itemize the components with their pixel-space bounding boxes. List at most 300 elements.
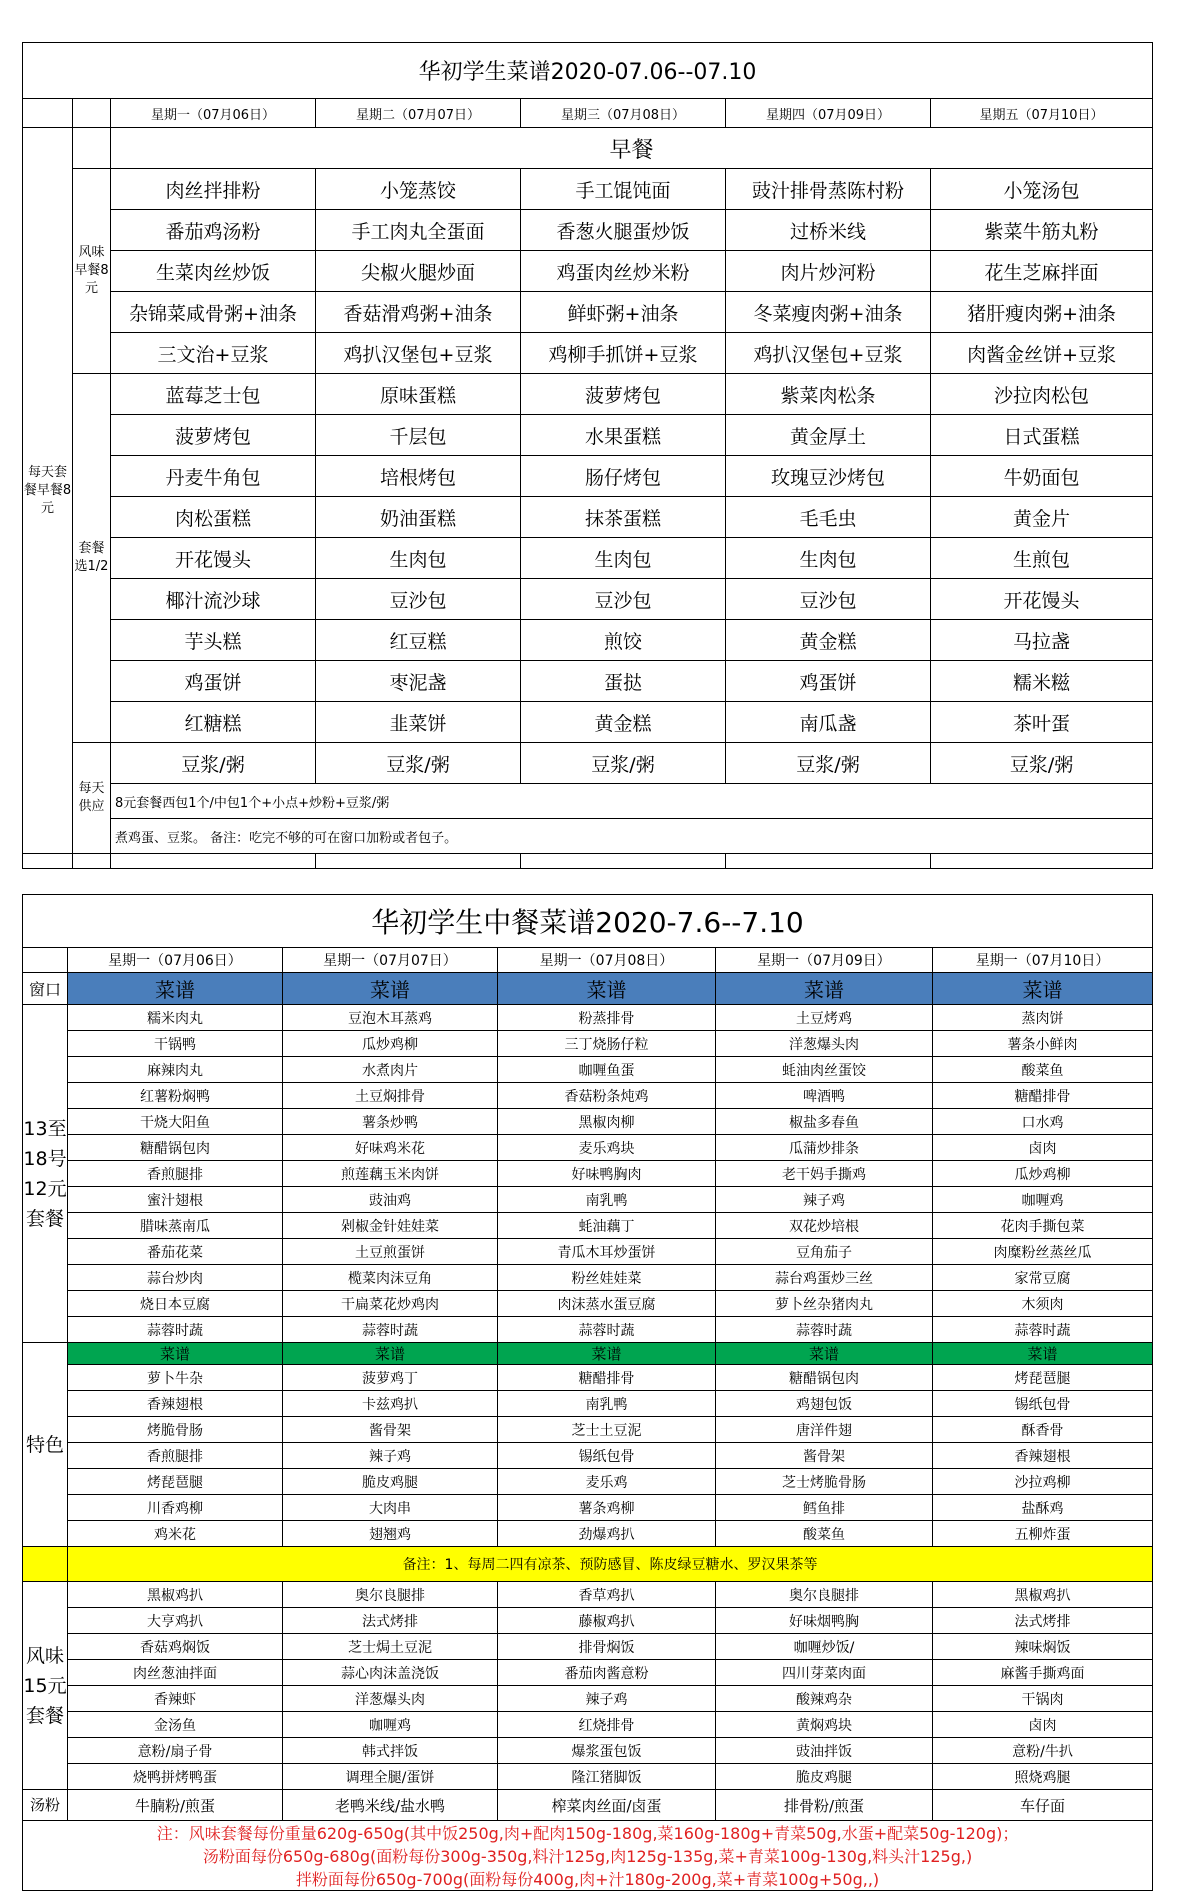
menu-item: 水果蛋糕	[521, 415, 726, 456]
blank-cell	[931, 854, 1153, 869]
menu-item: 翅翘鸡	[283, 1521, 498, 1547]
table-row	[23, 456, 1153, 497]
menu-item: 水煮肉片	[283, 1057, 498, 1083]
table-row	[23, 1608, 1153, 1634]
note-row	[23, 819, 1153, 854]
menu-item: 黑椒鸡扒	[68, 1582, 283, 1608]
menu-item: 麻酱手撕鸡面	[933, 1660, 1153, 1686]
menu-item: 蒜蓉时蔬	[498, 1317, 716, 1343]
blank-cell	[316, 854, 521, 869]
blank-cell	[23, 854, 73, 869]
blank-cell	[521, 854, 726, 869]
table-row	[23, 1521, 1153, 1547]
menu-item: 土豆焖排骨	[283, 1083, 498, 1109]
blank-cell	[73, 128, 111, 169]
remark-note: 煮鸡蛋、豆浆。 备注：吃完不够的可在窗口加粉或者包子。	[111, 819, 1153, 854]
menu-item: 香煎腿排	[68, 1161, 283, 1187]
menu-item: 生肉包	[316, 538, 521, 579]
menu-item: 香菇滑鸡粥+油条	[316, 292, 521, 333]
menu-item: 萝卜丝杂猪肉丸	[716, 1291, 933, 1317]
menu-item: 口水鸡	[933, 1109, 1153, 1135]
menu-item: 黄焖鸡块	[716, 1712, 933, 1738]
window-label: 窗口	[23, 973, 68, 1005]
soup-label: 汤粉	[23, 1790, 68, 1821]
menu-item: 马拉盏	[931, 620, 1153, 661]
table-row	[23, 333, 1153, 374]
menu-item: 沙拉肉松包	[931, 374, 1153, 415]
blank-cell	[111, 854, 316, 869]
menu-item: 洋葱爆头肉	[716, 1031, 933, 1057]
menu-item: 鸡翅包饭	[716, 1391, 933, 1417]
table-row	[23, 292, 1153, 333]
menu-item: 瓜炒鸡柳	[933, 1161, 1153, 1187]
menu-item: 麦乐鸡块	[498, 1135, 716, 1161]
table-row	[23, 1317, 1153, 1343]
menu-item: 黄金糕	[726, 620, 931, 661]
menu-item: 小笼汤包	[931, 169, 1153, 210]
menu-item: 香草鸡扒	[498, 1582, 716, 1608]
menu-item: 鸡蛋肉丝炒米粉	[521, 251, 726, 292]
menu-item: 芝士烤脆骨肠	[716, 1469, 933, 1495]
menu-item: 奶油蛋糕	[316, 497, 521, 538]
page-title: 华初学生中餐菜谱2020-7.6--7.10	[23, 895, 1153, 948]
menu-item: 啤酒鸭	[716, 1083, 933, 1109]
table-row	[23, 702, 1153, 743]
menu-item: 烧日本豆腐	[68, 1291, 283, 1317]
table-row	[23, 1161, 1153, 1187]
menu-item: 豆沙包	[726, 579, 931, 620]
menu-item: 奥尔良腿排	[283, 1582, 498, 1608]
blank-cell	[23, 1547, 68, 1582]
menu-item: 三丁烧肠仔粒	[498, 1031, 716, 1057]
menu-item: 蒜台炒肉	[68, 1265, 283, 1291]
day-header: 星期一（07月08日）	[498, 948, 716, 973]
menu-item: 车仔面	[933, 1790, 1153, 1821]
meal-label: 早餐	[111, 128, 1153, 169]
menu-item: 卤肉	[933, 1135, 1153, 1161]
daily-label: 每天供应	[73, 743, 111, 854]
menu-item: 豉油拌饭	[716, 1738, 933, 1764]
menu-item: 干锅肉	[933, 1686, 1153, 1712]
table-row	[23, 1391, 1153, 1417]
menu-item: 千层包	[316, 415, 521, 456]
table-row	[23, 1365, 1153, 1391]
menu-item: 糖醋排骨	[498, 1365, 716, 1391]
day-header-row	[23, 99, 1153, 128]
title-row	[23, 895, 1153, 948]
menu-item: 芋头糕	[111, 620, 316, 661]
menu-item: 干扁菜花炒鸡肉	[283, 1291, 498, 1317]
meal-header-row	[23, 128, 1153, 169]
menu-header: 菜谱	[498, 1343, 716, 1365]
menu-item: 豆浆/粥	[111, 743, 316, 784]
table-row	[23, 169, 1153, 210]
menu-item: 酱骨架	[716, 1443, 933, 1469]
menu-item: 酥香骨	[933, 1417, 1153, 1443]
menu-item: 土豆煎蛋饼	[283, 1239, 498, 1265]
menu-header: 菜谱	[68, 1343, 283, 1365]
menu-item: 蓝莓芝士包	[111, 374, 316, 415]
day-header: 星期五（07月10日）	[931, 99, 1153, 128]
menu-header: 菜谱	[68, 973, 283, 1005]
menu-item: 玫瑰豆沙烤包	[726, 456, 931, 497]
menu-item: 薯条鸡柳	[498, 1495, 716, 1521]
footer-row	[23, 1867, 1153, 1891]
menu-item: 金汤鱼	[68, 1712, 283, 1738]
table-row	[23, 497, 1153, 538]
menu-item: 黄金厚土	[726, 415, 931, 456]
menu-item: 粉蒸排骨	[498, 1005, 716, 1031]
day-header: 星期二（07月07日）	[316, 99, 521, 128]
menu-item: 川香鸡柳	[68, 1495, 283, 1521]
menu-item: 鸡柳手抓饼+豆浆	[521, 333, 726, 374]
menu-item: 蒜蓉时蔬	[716, 1317, 933, 1343]
table-row	[23, 1738, 1153, 1764]
table-row	[23, 1265, 1153, 1291]
menu-item: 蒜台鸡蛋炒三丝	[716, 1265, 933, 1291]
table-row	[23, 1031, 1153, 1057]
menu-header: 菜谱	[933, 973, 1153, 1005]
footer-note: 汤粉面每份650g-680g(面粉每份300g-350g,料汁125g,肉125g-135g,菜+青菜100g-130g,料头汁125g,)	[23, 1844, 1153, 1867]
table-row	[23, 251, 1153, 292]
menu-item: 四川芽菜肉面	[716, 1660, 933, 1686]
special-label: 特色	[23, 1343, 68, 1547]
menu-item: 咖喱鱼蛋	[498, 1057, 716, 1083]
menu-item: 红糖糕	[111, 702, 316, 743]
menu-item: 紫菜肉松条	[726, 374, 931, 415]
menu-item: 锡纸包骨	[933, 1391, 1153, 1417]
footer-row	[23, 1844, 1153, 1867]
menu-item: 开花馒头	[931, 579, 1153, 620]
menu-item: 煎饺	[521, 620, 726, 661]
menu-item: 肉松蛋糕	[111, 497, 316, 538]
menu-item: 枣泥盏	[316, 661, 521, 702]
set-note: 8元套餐西包1个/中包1个+小点+炒粉+豆浆/粥	[111, 784, 1153, 819]
menu-item: 豉油鸡	[283, 1187, 498, 1213]
menu-item: 剁椒金针娃娃菜	[283, 1213, 498, 1239]
table-row	[23, 661, 1153, 702]
menu-item: 韩式拌饭	[283, 1738, 498, 1764]
menu-item: 菠萝鸡丁	[283, 1365, 498, 1391]
menu-item: 五柳炸蛋	[933, 1521, 1153, 1547]
blank-row	[23, 854, 1153, 869]
lunch-menu-table	[22, 894, 1153, 1891]
menu-item: 唐洋件翅	[716, 1417, 933, 1443]
menu-item: 麻辣肉丸	[68, 1057, 283, 1083]
table-row	[23, 1239, 1153, 1265]
menu-item: 鸡蛋饼	[726, 661, 931, 702]
menu-item: 红烧排骨	[498, 1712, 716, 1738]
menu-item: 尖椒火腿炒面	[316, 251, 521, 292]
menu-item: 糯米糍	[931, 661, 1153, 702]
menu-item: 卤肉	[933, 1712, 1153, 1738]
blank-cell	[726, 854, 931, 869]
menu-item: 芝士土豆泥	[498, 1417, 716, 1443]
menu-item: 瓜蒲炒排条	[716, 1135, 933, 1161]
table-row	[23, 1660, 1153, 1686]
menu-item: 香菇粉条炖鸡	[498, 1083, 716, 1109]
table-row	[23, 1291, 1153, 1317]
menu-item: 椰汁流沙球	[111, 579, 316, 620]
menu-item: 大亨鸡扒	[68, 1608, 283, 1634]
menu-item: 劲爆鸡扒	[498, 1521, 716, 1547]
menu-item: 瓜炒鸡柳	[283, 1031, 498, 1057]
flavor15-label: 风味15元套餐	[23, 1582, 68, 1790]
menu-item: 法式烤排	[283, 1608, 498, 1634]
menu-item: 过桥米线	[726, 210, 931, 251]
menu-item: 杂锦菜咸骨粥+油条	[111, 292, 316, 333]
menu-item: 咖喱鸡	[933, 1187, 1153, 1213]
menu-item: 三文治+豆浆	[111, 333, 316, 374]
menu-item: 萝卜牛杂	[68, 1365, 283, 1391]
menu-item: 豉汁排骨蒸陈村粉	[726, 169, 931, 210]
menu-header: 菜谱	[283, 1343, 498, 1365]
menu-item: 黄金糕	[521, 702, 726, 743]
menu-item: 豆浆/粥	[931, 743, 1153, 784]
menu-item: 脆皮鸡腿	[716, 1764, 933, 1790]
menu-item: 香辣翅根	[68, 1391, 283, 1417]
table-row	[23, 1469, 1153, 1495]
menu-header: 菜谱	[283, 973, 498, 1005]
menu-item: 番茄肉酱意粉	[498, 1660, 716, 1686]
menu-item: 肉丝葱油拌面	[68, 1660, 283, 1686]
menu-item: 薯条炒鸭	[283, 1109, 498, 1135]
menu-item: 脆皮鸡腿	[283, 1469, 498, 1495]
menu-item: 咖喱鸡	[283, 1712, 498, 1738]
menu-item: 薯条小鲜肉	[933, 1031, 1153, 1057]
menu-item: 豆泡木耳蒸鸡	[283, 1005, 498, 1031]
menu-item: 番茄鸡汤粉	[111, 210, 316, 251]
footer-note: 拌粉面每份650g-700g(面粉每份400g,肉+汁180g-200g,菜+青菜100g+50g,,)	[23, 1867, 1153, 1891]
day-header: 星期一（07月06日）	[68, 948, 283, 973]
menu-item: 藤椒鸡扒	[498, 1608, 716, 1634]
menu-item: 酱骨架	[283, 1417, 498, 1443]
menu-item: 卡兹鸡扒	[283, 1391, 498, 1417]
footer-note: 注：风味套餐每份重量620g-650g(其中饭250g,肉+配肉150g-180g,菜160g-180g+青菜50g,水蛋+配菜50g-120g)；	[23, 1821, 1153, 1845]
menu-item: 冬菜瘦肉粥+油条	[726, 292, 931, 333]
menu-item: 煎莲藕玉米肉饼	[283, 1161, 498, 1187]
table-row	[23, 1109, 1153, 1135]
menu-item: 老鸭米线/盐水鸭	[283, 1790, 498, 1821]
day-header: 星期一（07月07日）	[283, 948, 498, 973]
day-header-row	[23, 948, 1153, 973]
remark-note: 备注：1、每周二四有凉茶、预防感冒、陈皮绿豆糖水、罗汉果茶等	[68, 1547, 1153, 1582]
menu-item: 肠仔烤包	[521, 456, 726, 497]
menu-item: 烤琵琶腿	[68, 1469, 283, 1495]
menu-item: 抹茶蛋糕	[521, 497, 726, 538]
menu-item: 干锅鸭	[68, 1031, 283, 1057]
day-header: 星期一（07月09日）	[716, 948, 933, 973]
menu-item: 肉片炒河粉	[726, 251, 931, 292]
table-row	[23, 1135, 1153, 1161]
menu-item: 丹麦牛角包	[111, 456, 316, 497]
menu-item: 蛋挞	[521, 661, 726, 702]
soup-row	[23, 1790, 1153, 1821]
menu-item: 蜜汁翅根	[68, 1187, 283, 1213]
menu-item: 黄金片	[931, 497, 1153, 538]
table-row	[23, 1417, 1153, 1443]
menu-item: 蚝油肉丝蛋饺	[716, 1057, 933, 1083]
menu-item: 粉丝娃娃菜	[498, 1265, 716, 1291]
menu-item: 洋葱爆头肉	[283, 1686, 498, 1712]
menu-item: 法式烤排	[933, 1608, 1153, 1634]
menu-item: 蒜蓉时蔬	[68, 1317, 283, 1343]
menu-item: 隆江猪脚饭	[498, 1764, 716, 1790]
menu-item: 豆浆/粥	[316, 743, 521, 784]
menu-item: 蒜蓉时蔬	[933, 1317, 1153, 1343]
menu-item: 好味鸭胸肉	[498, 1161, 716, 1187]
table-row	[23, 1764, 1153, 1790]
menu-item: 土豆烤鸡	[716, 1005, 933, 1031]
day-header: 星期一（07月10日）	[933, 948, 1153, 973]
menu-item: 生肉包	[726, 538, 931, 579]
menu-item: 鸡米花	[68, 1521, 283, 1547]
table-row	[23, 620, 1153, 661]
table-row	[23, 1005, 1153, 1031]
menu-item: 好味烟鸭胸	[716, 1608, 933, 1634]
menu-item: 榨菜肉丝面/卤蛋	[498, 1790, 716, 1821]
menu-item: 酸菜鱼	[716, 1521, 933, 1547]
menu-item: 番茄花菜	[68, 1239, 283, 1265]
menu-item: 豆角茄子	[716, 1239, 933, 1265]
menu-item: 牛腩粉/煎蛋	[68, 1790, 283, 1821]
page-title: 华初学生菜谱2020-07.06--07.10	[23, 43, 1153, 99]
menu-header: 菜谱	[716, 1343, 933, 1365]
menu-item: 生菜肉丝炒饭	[111, 251, 316, 292]
menu-item: 红薯粉焖鸭	[68, 1083, 283, 1109]
day-header: 星期四（07月09日）	[726, 99, 931, 128]
menu-item: 南乳鸭	[498, 1187, 716, 1213]
menu-item: 老干妈手撕鸡	[716, 1161, 933, 1187]
menu-item: 黑椒肉柳	[498, 1109, 716, 1135]
menu-item: 肉沫蒸水蛋豆腐	[498, 1291, 716, 1317]
blank-cell	[73, 854, 111, 869]
table-row	[23, 1057, 1153, 1083]
menu-item: 黑椒鸡扒	[933, 1582, 1153, 1608]
table-row	[23, 1582, 1153, 1608]
menu-item: 照烧鸡腿	[933, 1764, 1153, 1790]
menu-item: 双花炒培根	[716, 1213, 933, 1239]
menu-item: 豆沙包	[521, 579, 726, 620]
title-row	[23, 43, 1153, 99]
menu-item: 手工肉丸全蛋面	[316, 210, 521, 251]
footer-row	[23, 1821, 1153, 1845]
menu-item: 豆浆/粥	[726, 743, 931, 784]
menu-item: 牛奶面包	[931, 456, 1153, 497]
menu-item: 排骨焖饭	[498, 1634, 716, 1660]
menu-item: 蒜蓉时蔬	[283, 1317, 498, 1343]
menu-item: 调理全腿/蛋饼	[283, 1764, 498, 1790]
menu-item: 榄菜肉沫豆角	[283, 1265, 498, 1291]
menu-item: 爆浆蛋包饭	[498, 1738, 716, 1764]
menu-item: 烤脆骨肠	[68, 1417, 283, 1443]
table-row	[23, 1634, 1153, 1660]
menu-item: 毛毛虫	[726, 497, 931, 538]
menu-item: 紫菜牛筋丸粉	[931, 210, 1153, 251]
table-row	[23, 538, 1153, 579]
menu-item: 香葱火腿蛋炒饭	[521, 210, 726, 251]
menu-item: 茶叶蛋	[931, 702, 1153, 743]
menu-item: 日式蛋糕	[931, 415, 1153, 456]
menu-item: 奥尔良腿排	[716, 1582, 933, 1608]
menu-item: 豆浆/粥	[521, 743, 726, 784]
note-row	[23, 784, 1153, 819]
menu-item: 鲜虾粥+油条	[521, 292, 726, 333]
menu-item: 烤琵琶腿	[933, 1365, 1153, 1391]
menu-item: 鳕鱼排	[716, 1495, 933, 1521]
menu-item: 椒盐多春鱼	[716, 1109, 933, 1135]
menu-item: 芝士焗土豆泥	[283, 1634, 498, 1660]
table-row	[23, 1443, 1153, 1469]
table-row	[23, 579, 1153, 620]
menu-item: 酸菜鱼	[933, 1057, 1153, 1083]
menu-item: 腊味蒸南瓜	[68, 1213, 283, 1239]
set-label: 套餐选1/2	[73, 374, 111, 743]
day-header: 星期三（07月08日）	[521, 99, 726, 128]
menu-item: 原味蛋糕	[316, 374, 521, 415]
menu-item: 生肉包	[521, 538, 726, 579]
table-row	[23, 1083, 1153, 1109]
outer-label: 每天套餐早餐8元	[23, 128, 73, 854]
menu-header: 菜谱	[933, 1343, 1153, 1365]
menu-item: 蒸肉饼	[933, 1005, 1153, 1031]
menu-item: 红豆糕	[316, 620, 521, 661]
menu-item: 鸡蛋饼	[111, 661, 316, 702]
corner-cell	[73, 99, 111, 128]
menu-item: 生煎包	[931, 538, 1153, 579]
menu-item: 家常豆腐	[933, 1265, 1153, 1291]
menu-item: 猪肝瘦肉粥+油条	[931, 292, 1153, 333]
table-row	[23, 1213, 1153, 1239]
menu-header-row	[23, 1343, 1153, 1365]
menu-item: 鸡扒汉堡包+豆浆	[726, 333, 931, 374]
day-header: 星期一（07月06日）	[111, 99, 316, 128]
menu-item: 辣子鸡	[716, 1187, 933, 1213]
menu-item: 排骨粉/煎蛋	[716, 1790, 933, 1821]
daily-row	[23, 743, 1153, 784]
menu-item: 意粉/扇子骨	[68, 1738, 283, 1764]
menu-item: 豆沙包	[316, 579, 521, 620]
menu-header: 菜谱	[498, 973, 716, 1005]
menu-item: 小笼蒸饺	[316, 169, 521, 210]
menu-item: 蒜心肉沫盖浇饭	[283, 1660, 498, 1686]
menu-item: 肉糜粉丝蒸丝瓜	[933, 1239, 1153, 1265]
menu-item: 锡纸包骨	[498, 1443, 716, 1469]
menu-item: 肉丝拌排粉	[111, 169, 316, 210]
menu-item: 咖喱炒饭/	[716, 1634, 933, 1660]
menu-header-row	[23, 973, 1153, 1005]
menu-item: 糖醋排骨	[933, 1083, 1153, 1109]
set12-label: 13至18号12元套餐	[23, 1005, 68, 1343]
menu-item: 培根烤包	[316, 456, 521, 497]
menu-item: 大肉串	[283, 1495, 498, 1521]
menu-item: 酸辣鸡杂	[716, 1686, 933, 1712]
menu-item: 蚝油藕丁	[498, 1213, 716, 1239]
menu-item: 木须肉	[933, 1291, 1153, 1317]
menu-item: 盐酥鸡	[933, 1495, 1153, 1521]
table-row	[23, 210, 1153, 251]
menu-item: 菠萝烤包	[521, 374, 726, 415]
table-row	[23, 1712, 1153, 1738]
menu-item: 好味鸡米花	[283, 1135, 498, 1161]
menu-item: 辣子鸡	[283, 1443, 498, 1469]
menu-item: 南乳鸭	[498, 1391, 716, 1417]
corner-cell	[23, 948, 68, 973]
menu-item: 肉酱金丝饼+豆浆	[931, 333, 1153, 374]
menu-item: 手工馄饨面	[521, 169, 726, 210]
menu-item: 鸡扒汉堡包+豆浆	[316, 333, 521, 374]
menu-item: 花生芝麻拌面	[931, 251, 1153, 292]
